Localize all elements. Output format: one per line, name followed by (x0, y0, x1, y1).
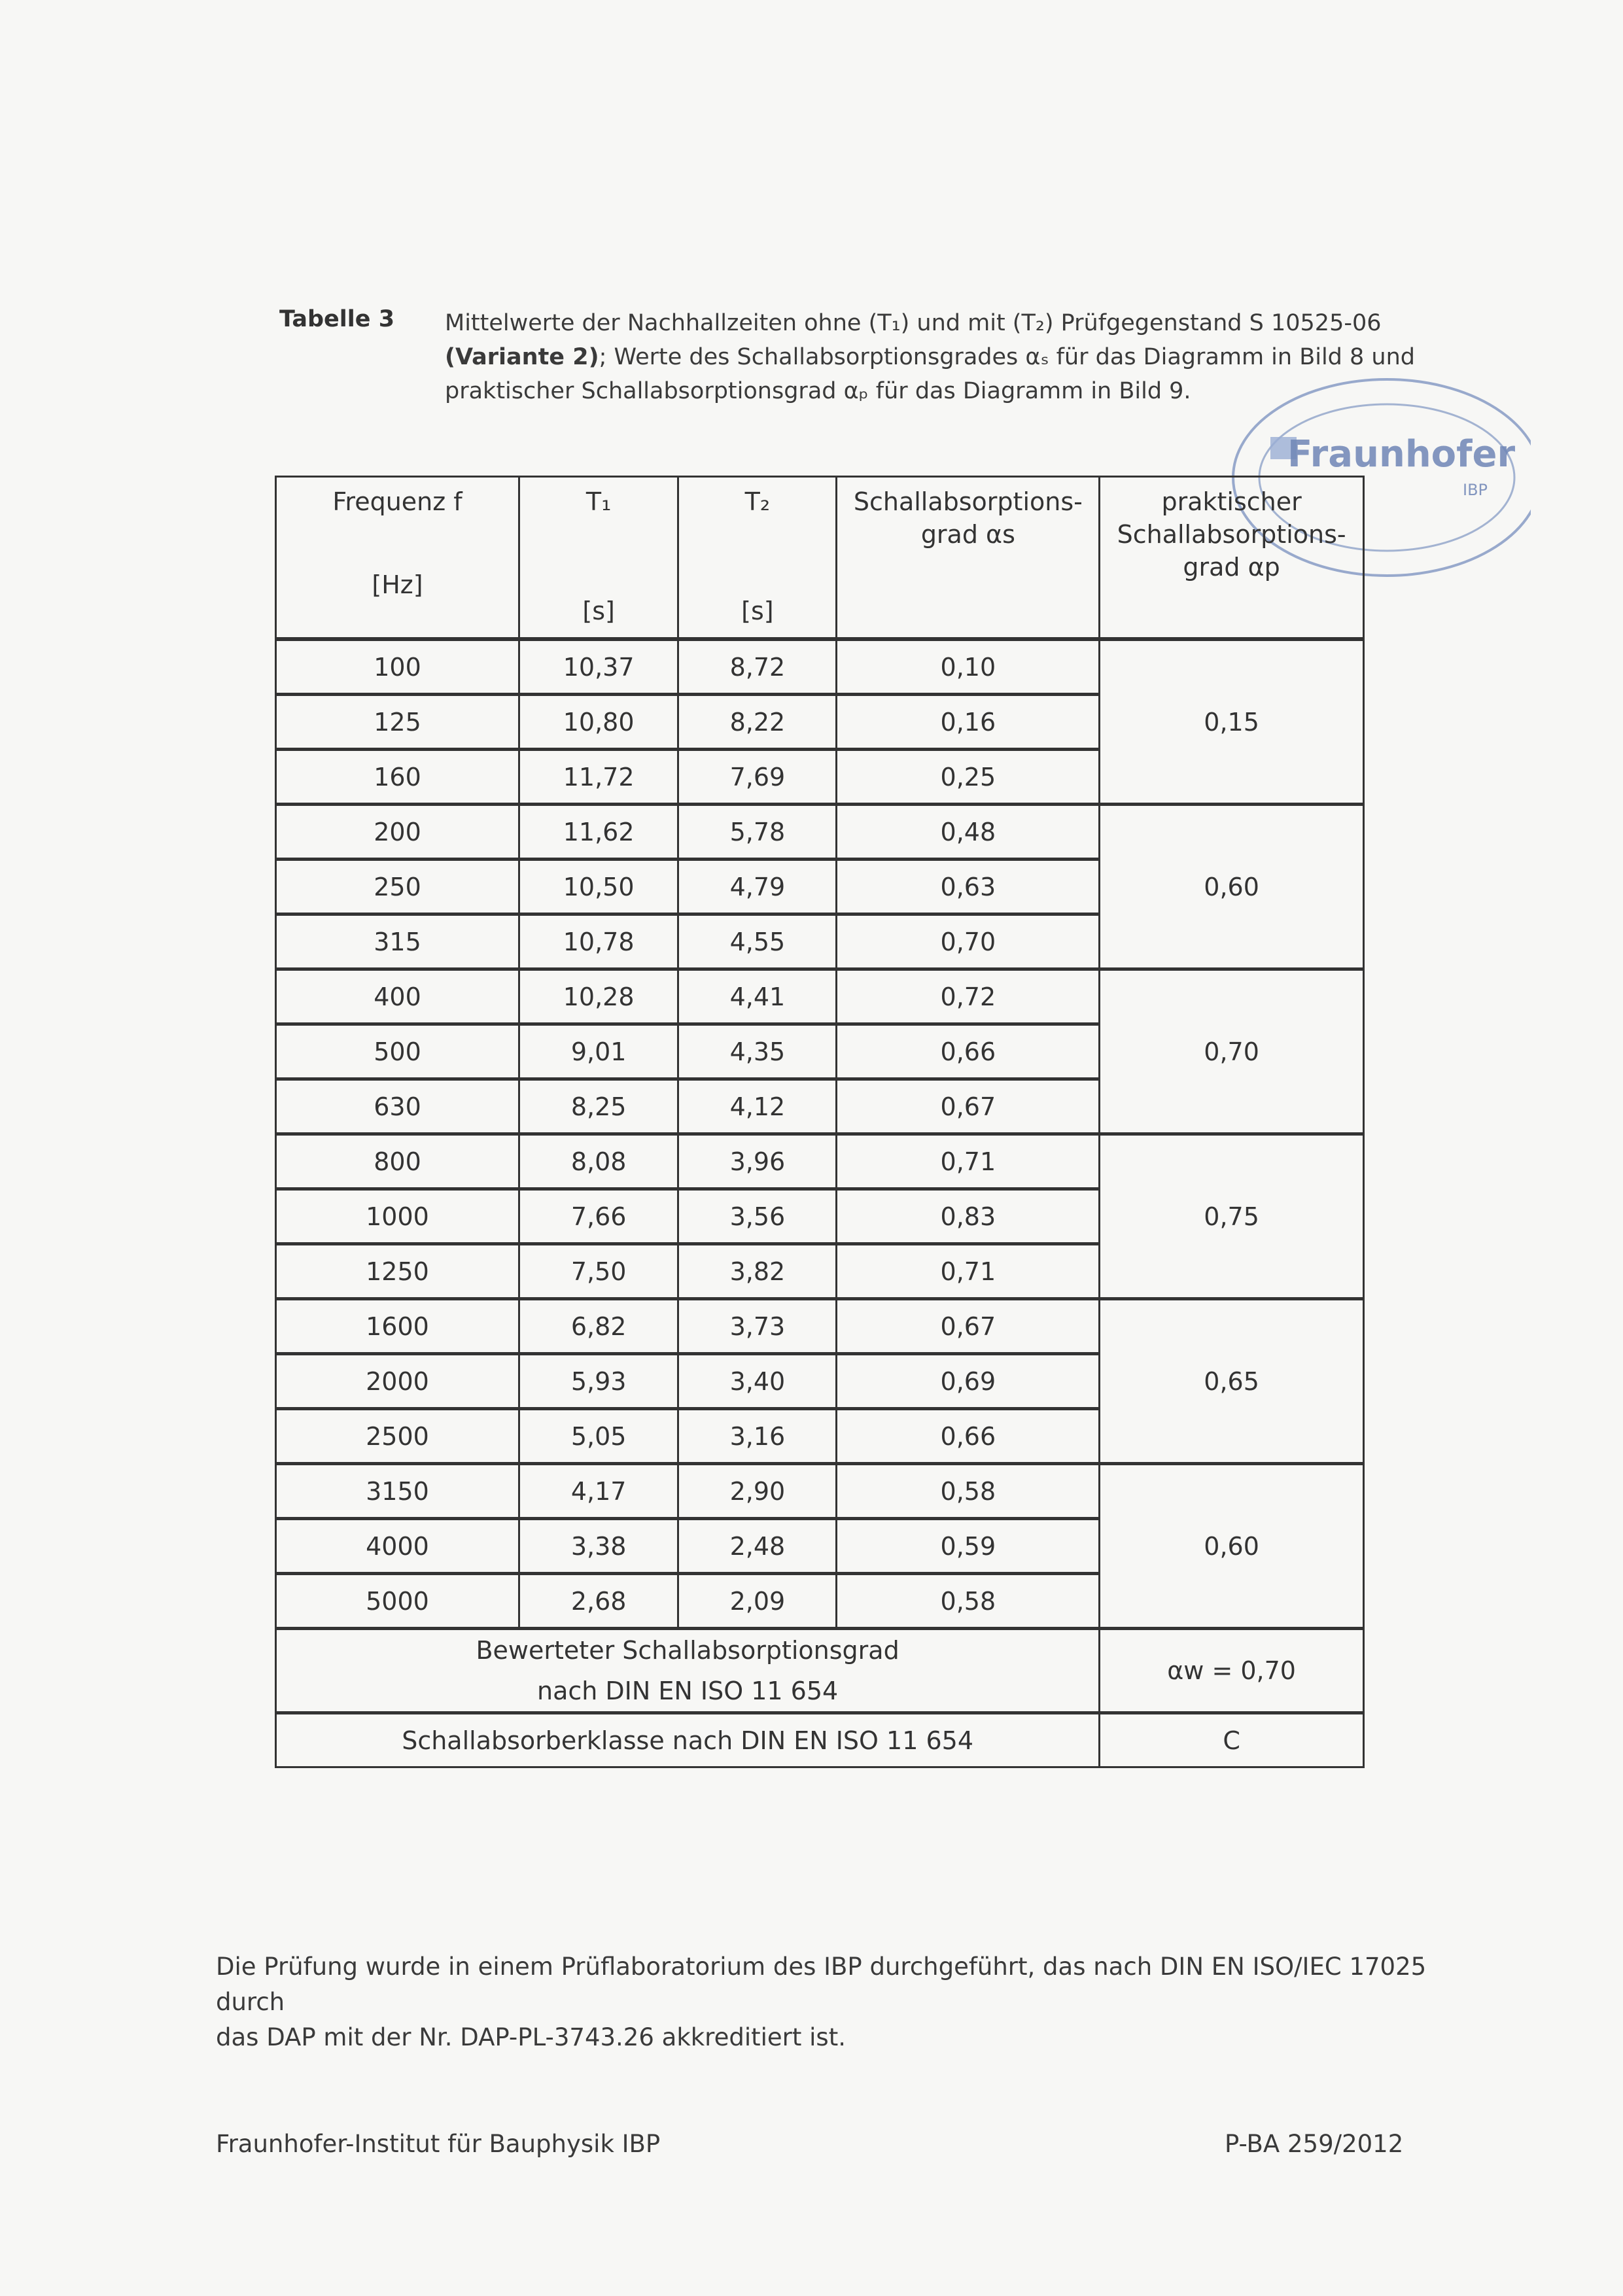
alpha-p-cell: 0,60 (1100, 805, 1364, 969)
weighted-label: Bewerteter Schallabsorptionsgrad nach DIN EN ISO 11 654 (276, 1629, 1100, 1713)
table-row: 3150 4,17 2,90 0,58 0,60 (276, 1464, 1364, 1519)
table-row: 100 10,37 8,72 0,10 0,15 (276, 639, 1364, 695)
table-header-row (276, 477, 1364, 640)
caption-line-3: praktischer Schallabsorptionsgrad αₚ für das Diagramm in Bild 9. (445, 378, 1191, 404)
table-row: 500 9,01 4,35 0,66 (276, 1024, 1364, 1079)
class-label: Schallabsorberklasse nach DIN EN ISO 11 654 (276, 1713, 1100, 1767)
note-line-1: Die Prüfung wurde in einem Prüflaboratorium des IBP durchgeführt, das nach DIN EN ISO/IEC 17025 durch (216, 1953, 1427, 2016)
note-line-2: das DAP mit der Nr. DAP-PL-3743.26 akkreditiert ist. (216, 2023, 846, 2051)
accreditation-note (216, 1949, 1459, 2055)
table-row: 250 10,50 4,79 0,63 (276, 860, 1364, 914)
footer-institute: Fraunhofer-Institut für Bauphysik IBP (216, 2130, 661, 2158)
footer-report-id: P-BA 259/2012 (1225, 2130, 1404, 2158)
header-t1: T₁ [s] (519, 477, 678, 640)
table-row: 1000 7,66 3,56 0,83 (276, 1189, 1364, 1244)
table-row: 400 10,28 4,41 0,72 0,70 (276, 969, 1364, 1024)
table-row: 1250 7,50 3,82 0,71 (276, 1244, 1364, 1299)
alpha-p-cell: 0,70 (1100, 969, 1364, 1134)
table-row: 160 11,72 7,69 0,25 (276, 750, 1364, 805)
table-row: 5000 2,68 2,09 0,58 (276, 1574, 1364, 1629)
table-row: 200 11,62 5,78 0,48 0,60 (276, 805, 1364, 860)
alpha-p-cell: 0,15 (1100, 639, 1364, 805)
weighted-value: αw = 0,70 (1100, 1629, 1364, 1713)
caption-line-2-rest: ; Werte des Schallabsorptionsgrades αₛ für das Diagramm in Bild 8 und (599, 344, 1415, 370)
stamp-brand: Fraunhofer (1287, 433, 1516, 476)
table-row: 630 8,25 4,12 0,67 (276, 1079, 1364, 1134)
table-caption-label: Tabelle 3 (279, 306, 395, 332)
table-row: 1600 6,82 3,73 0,67 0,65 (276, 1299, 1364, 1354)
table-row: 800 8,08 3,96 0,71 0,75 (276, 1134, 1364, 1189)
header-alpha-s: Schallabsorptions- grad αs (837, 477, 1100, 640)
header-frequency: Frequenz f [Hz] (276, 477, 519, 640)
table-row: 2000 5,93 3,40 0,69 (276, 1354, 1364, 1409)
alpha-p-cell: 0,60 (1100, 1464, 1364, 1629)
header-alpha-p: praktischer Schallabsorptions- grad αp (1100, 477, 1364, 640)
caption-line-1: Mittelwerte der Nachhallzeiten ohne (T₁) und mit (T₂) Prüfgegenstand S 10525-06 (445, 310, 1382, 336)
class-value: C (1100, 1713, 1364, 1767)
alpha-p-cell: 0,65 (1100, 1299, 1364, 1464)
table-row: 125 10,80 8,22 0,16 (276, 695, 1364, 750)
summary-class-row (276, 1713, 1364, 1767)
table-row: 4000 3,38 2,48 0,59 (276, 1519, 1364, 1574)
header-t2: T₂ [s] (678, 477, 837, 640)
summary-weighted-row (276, 1629, 1364, 1713)
absorption-table (275, 476, 1365, 1768)
stamp-sub: IBP (1463, 481, 1488, 499)
table-row: 315 10,78 4,55 0,70 (276, 914, 1364, 969)
table-row: 2500 5,05 3,16 0,66 (276, 1409, 1364, 1464)
caption-variant: (Variante 2) (445, 344, 599, 370)
alpha-p-cell: 0,75 (1100, 1134, 1364, 1299)
